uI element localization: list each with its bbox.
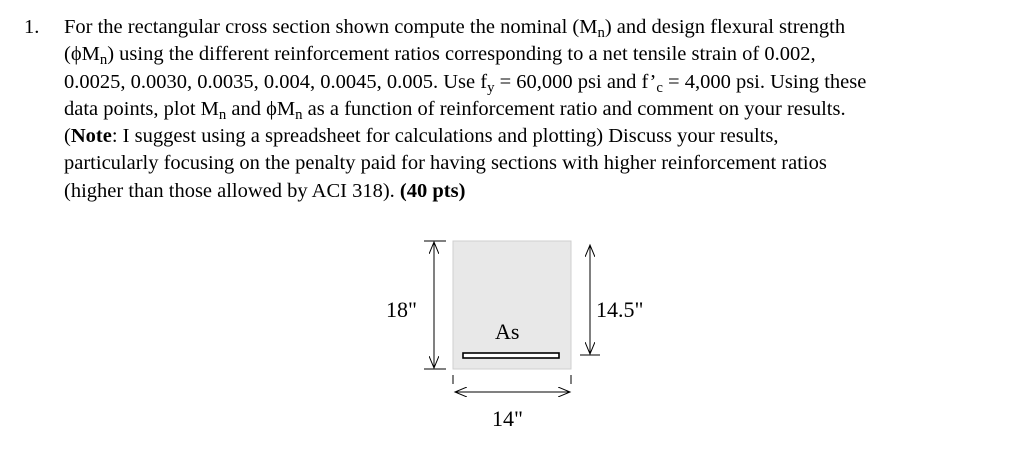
question-line-3: 0.0025, 0.0030, 0.0035, 0.004, 0.0045, 0.005. Use $f_y = 60,000$ psi and $f’_c = 4,000$ psi. Using these (64, 70, 867, 96)
points-label: (40 pts) (399, 179, 466, 202)
note-label: Note (70, 125, 112, 148)
question-line-5: (Note: I suggest using a spreadsheet for calculations and plotting) Discuss your results, (64, 125, 779, 148)
beam-section (453, 241, 571, 369)
depth-label: 14.5" (596, 297, 644, 322)
reinforcement-bar (463, 353, 559, 358)
question-line-1: For the rectangular cross section shown compute the nominal $(M_n)$ and design flexural strength (64, 16, 846, 42)
height-label: 18" (386, 297, 417, 322)
question-line-7: (higher than those allowed by ACI 318). (40 pts) (64, 179, 466, 202)
width-label: 14" (492, 406, 523, 431)
question-line-2: $(\phi M_n)$ using the different reinforcement ratios corresponding to a net tensile strain of 0.002, (64, 43, 816, 69)
question-number: 1. (24, 16, 40, 38)
question-line-6: particularly focusing on the penalty paid for having sections with higher reinforcement ratios (64, 152, 827, 175)
question-line-4: data points, plot $M_n$ and $\phi M_n$ as a function of reinforcement ratio and comment on your results. (64, 97, 846, 124)
steel-area-label: As (495, 319, 520, 344)
